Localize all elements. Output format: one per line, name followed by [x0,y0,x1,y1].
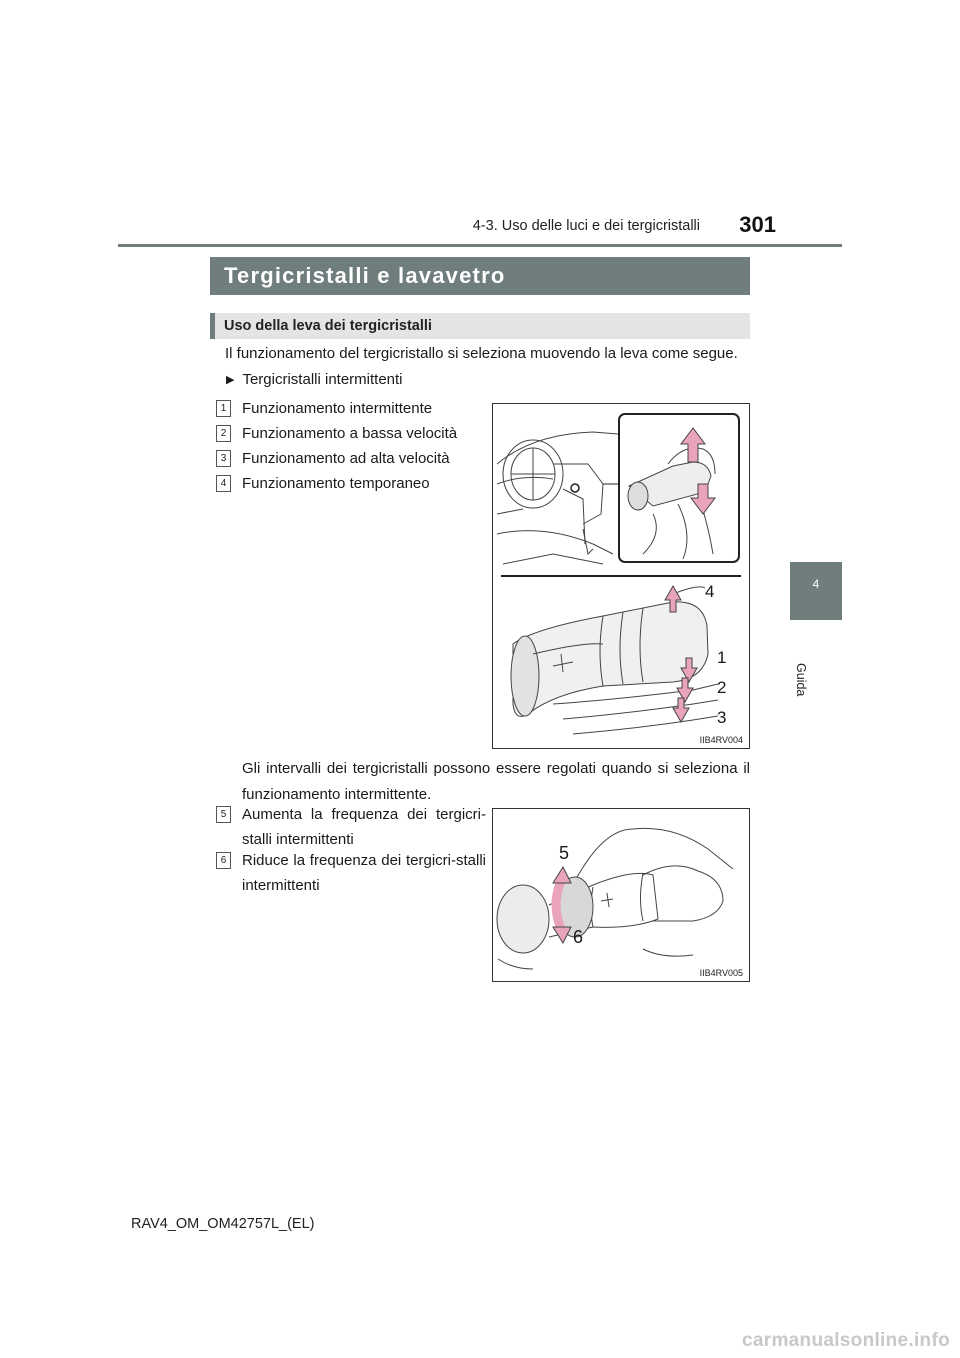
callout-number: 3 [717,708,727,727]
section-title: Tergicristalli e lavavetro [210,257,750,295]
figure-code: IIB4RV005 [699,968,743,978]
interval-dial-illustration [493,809,749,981]
item-number: 3 [216,450,231,467]
header-rule [118,244,842,247]
bullet-triangle-icon: ▶ [226,374,235,386]
intro-paragraph: Il funzionamento del tergicristallo si seleziona muovendo la leva come segue. [225,345,738,362]
chapter-number: 4 [812,577,820,591]
subsection-accent [210,313,215,339]
bullet-text: Tergicristalli intermittenti [242,371,403,388]
wiper-lever-figure [492,403,750,749]
wiper-lever-illustration [493,404,749,748]
subsection-bar [210,313,750,339]
subsection-title: Uso della leva dei tergicristalli [224,318,432,334]
running-header-section: 4-3. Uso delle luci e dei tergicristalli [472,218,700,234]
callout-number: 2 [717,678,727,697]
item-number: 2 [216,425,231,442]
callout-number: 4 [705,582,715,601]
watermark: carmanualsonline.info [742,1330,950,1351]
chapter-label-box [790,625,842,697]
callout-number: 6 [573,927,584,947]
figure-code: IIB4RV004 [699,735,743,745]
chapter-tab [790,562,842,620]
page-number: 301 [739,212,776,237]
item-number: 4 [216,475,231,492]
item-text: Riduce la frequenza dei tergicri-stalli intermittenti [242,852,486,894]
item-number: 5 [216,806,231,823]
item-text: Aumenta la frequenza dei tergicri-stalli intermittenti [242,806,486,848]
item-text: Funzionamento intermittente [242,400,433,417]
chapter-label: Guida [794,663,808,697]
item-text: Funzionamento a bassa velocità [242,425,458,442]
callout-number: 1 [717,648,727,667]
interval-paragraph: Gli intervalli dei tergicristalli possono essere regolati quando si seleziona il funzionamento intermittente. [242,760,750,803]
item-number: 1 [216,400,231,417]
callout-number: 5 [559,843,570,863]
interval-dial-figure [492,808,750,982]
document-footer-code: RAV4_OM_OM42757L_(EL) [131,1216,315,1232]
item-number: 6 [216,852,231,869]
item-text: Funzionamento ad alta velocità [242,450,450,467]
bullet-item [226,367,526,393]
item-text: Funzionamento temporaneo [242,475,430,492]
